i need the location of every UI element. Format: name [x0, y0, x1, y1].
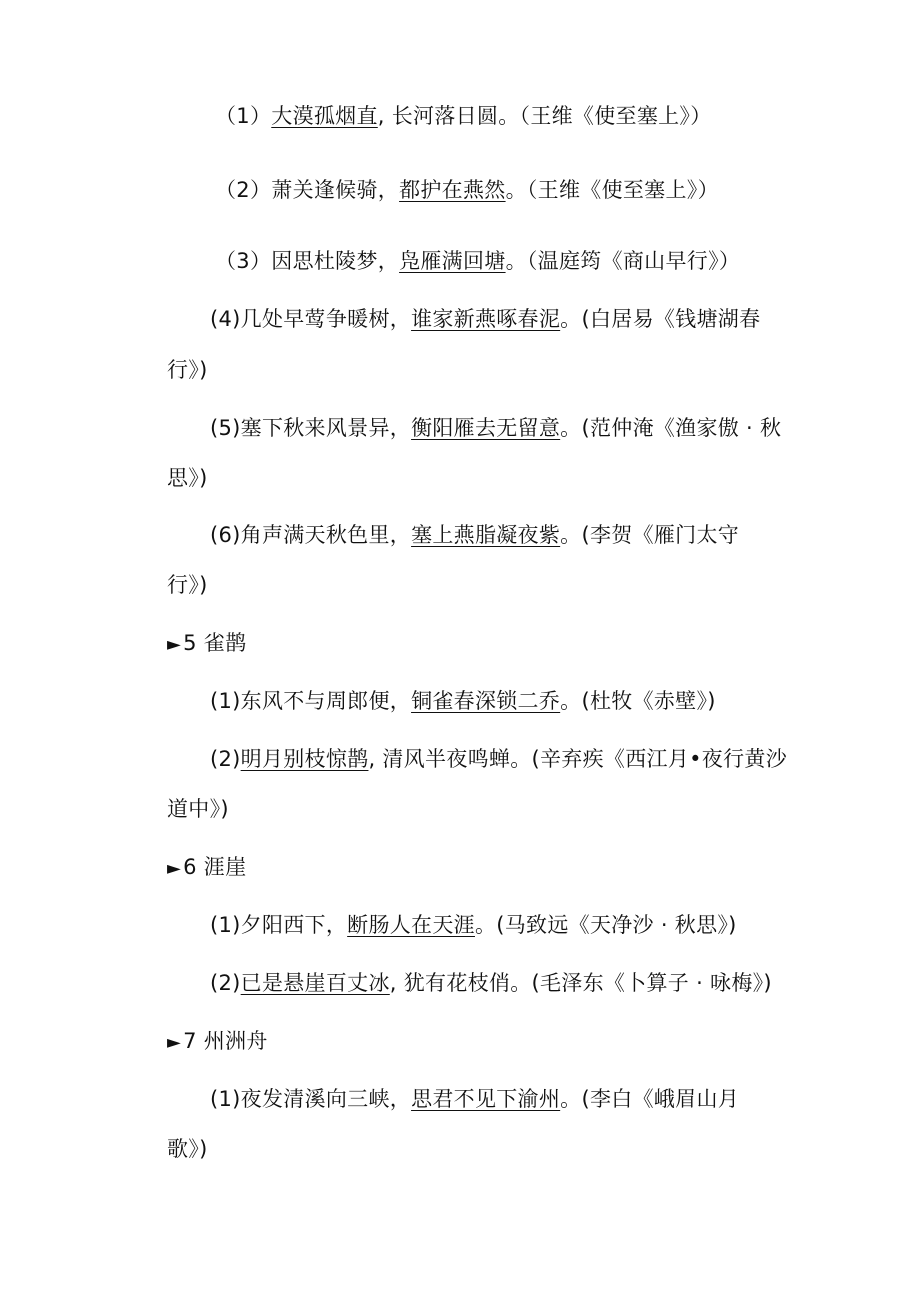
poem-line	[215, 102, 712, 130]
poem-line-continuation: 行》)	[167, 573, 208, 597]
triangle-marker-icon: ►	[167, 634, 182, 655]
poem-line-continuation: 行》)	[167, 358, 208, 382]
item-number: (6)	[210, 523, 241, 547]
item-source: 。(马致远《天净沙 · 秋思》)	[474, 913, 737, 937]
item-number: (1)	[210, 913, 241, 937]
poem-line	[210, 305, 760, 333]
item-source: , 犹有花枝俏。(毛泽东《卜算子 · 咏梅》)	[389, 971, 772, 995]
section-heading	[167, 853, 246, 883]
item-text: 夕阳西下，	[240, 913, 348, 937]
item-number: (5)	[210, 416, 241, 440]
item-text: 角声满天秋色里，	[240, 523, 412, 547]
item-source: 。（王维《使至塞上》）	[505, 178, 719, 202]
item-source: , 清风半夜鸣蝉。(辛弃疾《西江月•夜行黄沙	[368, 747, 787, 771]
item-number: (2)	[210, 971, 241, 995]
section-label: 5 雀鹊	[183, 631, 247, 655]
item-number: （3）	[215, 249, 272, 273]
section-label: 6 涯崖	[183, 855, 247, 879]
underlined-answer: 衡阳雁去无留意	[411, 416, 561, 440]
underlined-answer: 塞上燕脂凝夜紫	[411, 523, 561, 547]
item-source: 。（温庭筠《商山早行》）	[505, 249, 741, 273]
item-text: 萧关逢候骑，	[271, 178, 400, 202]
underlined-answer: 断肠人在天涯	[347, 913, 475, 937]
poem-line	[210, 969, 772, 997]
underlined-answer: 谁家新燕啄春泥	[411, 307, 561, 331]
item-source: , 长河落日圆。（王维《使至塞上》）	[377, 104, 712, 128]
item-number: (1)	[210, 689, 241, 713]
section-heading	[167, 629, 246, 659]
poem-line	[215, 176, 719, 204]
poem-line	[215, 247, 740, 275]
item-text: 因思杜陵梦，	[271, 249, 400, 273]
item-source: 。(李白《峨眉山月	[560, 1087, 740, 1111]
underlined-answer: 大漠孤烟直	[271, 104, 378, 128]
item-source: 。(杜牧《赤壁》)	[560, 689, 716, 713]
section-heading	[167, 1027, 268, 1057]
underlined-answer: 凫雁满回塘	[399, 249, 506, 273]
poem-line	[210, 745, 787, 773]
item-number: (2)	[210, 747, 241, 771]
item-source: 。(李贺《雁门太守	[560, 523, 740, 547]
item-number: （2）	[215, 178, 272, 202]
poem-line-continuation: 道中》)	[167, 797, 229, 821]
poem-line	[210, 687, 716, 715]
item-source: 。(白居易《钱塘湖春	[560, 307, 761, 331]
underlined-answer: 铜雀春深锁二乔	[411, 689, 561, 713]
poem-line	[210, 521, 739, 549]
item-source: 。(范仲淹《渔家傲 · 秋	[560, 416, 782, 440]
section-label: 7 州洲舟	[183, 1029, 268, 1053]
poem-line-continuation: 思》)	[167, 466, 208, 490]
poem-line	[210, 414, 781, 442]
underlined-answer: 都护在燕然	[399, 178, 506, 202]
underlined-answer: 已是悬崖百丈冰	[240, 971, 390, 995]
item-number: (4)	[210, 307, 241, 331]
item-text: 塞下秋来风景异，	[240, 416, 412, 440]
poem-line	[210, 911, 737, 939]
item-number: (1)	[210, 1087, 241, 1111]
underlined-answer: 思君不见下渝州	[411, 1087, 561, 1111]
poem-line	[210, 1085, 739, 1113]
triangle-marker-icon: ►	[167, 858, 182, 879]
triangle-marker-icon: ►	[167, 1032, 182, 1053]
item-text: 几处早莺争暖树，	[240, 307, 412, 331]
item-number: （1）	[215, 104, 272, 128]
underlined-answer: 明月别枝惊鹊	[240, 747, 369, 771]
item-text: 夜发清溪向三峡，	[240, 1087, 412, 1111]
poem-line-continuation: 歌》)	[167, 1137, 208, 1161]
item-text: 东风不与周郎便，	[240, 689, 412, 713]
